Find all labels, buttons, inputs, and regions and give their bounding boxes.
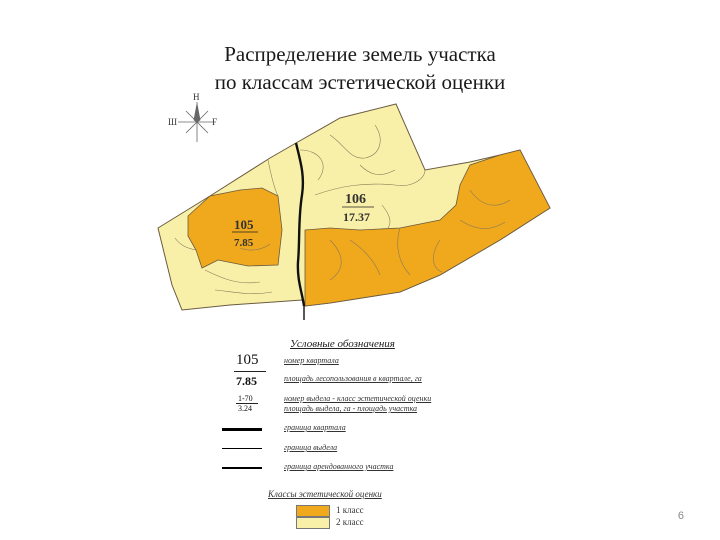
class-2-label: 2 класс (336, 517, 364, 527)
compass-west-label: Ш (168, 117, 178, 127)
compass-north-label: Н (193, 92, 200, 102)
quarter-106-area: 17.37 (343, 210, 370, 224)
legend-text-lease-line: граница арендованного участка (284, 462, 394, 471)
quarter-105-number: 105 (234, 217, 254, 232)
legend-fraction-line (234, 371, 266, 372)
legend-text-plot-2: площадь выдела, га - площадь участка (284, 404, 418, 413)
legend-example-plot-bottom: 3.24 (238, 404, 252, 413)
legend-example-quarter: 105 (236, 352, 259, 368)
page-number: 6 (677, 510, 684, 522)
legend-example-plot-top: 1-70 (238, 394, 253, 403)
legend-heading: Условные обозначения (290, 338, 395, 350)
class-1-label: 1 класс (336, 505, 364, 515)
compass-rose-icon (178, 102, 216, 142)
legend-text-quarter-number: номер квартала (284, 356, 339, 365)
legend-lease-line-sample (222, 467, 262, 469)
class-1-swatch (296, 505, 330, 517)
legend-text-plot-line: граница выдела (284, 443, 338, 452)
quarter-105-area: 7.85 (234, 237, 254, 249)
legend-classes-heading: Классы эстетической оценки (268, 489, 382, 499)
title-line-2: по классам эстетической оценки (214, 70, 506, 94)
legend-quarter-line-sample (222, 428, 262, 431)
class-2-swatch (296, 517, 330, 529)
legend-plot-line-sample (222, 448, 262, 449)
legend-text-quarter-area: площадь лесопользования в квартале, га (284, 374, 422, 383)
legend-text-quarter-line: граница квартала (284, 423, 346, 432)
quarter-106-number: 106 (345, 192, 366, 207)
legend-example-area: 7.85 (236, 374, 257, 388)
compass-east-label: Г (212, 117, 218, 127)
land-plot-map (150, 88, 570, 333)
legend-text-plot-1: номер выдела - класс эстетической оценки (284, 394, 432, 403)
title-line-1: Распределение земель участка (224, 42, 496, 66)
